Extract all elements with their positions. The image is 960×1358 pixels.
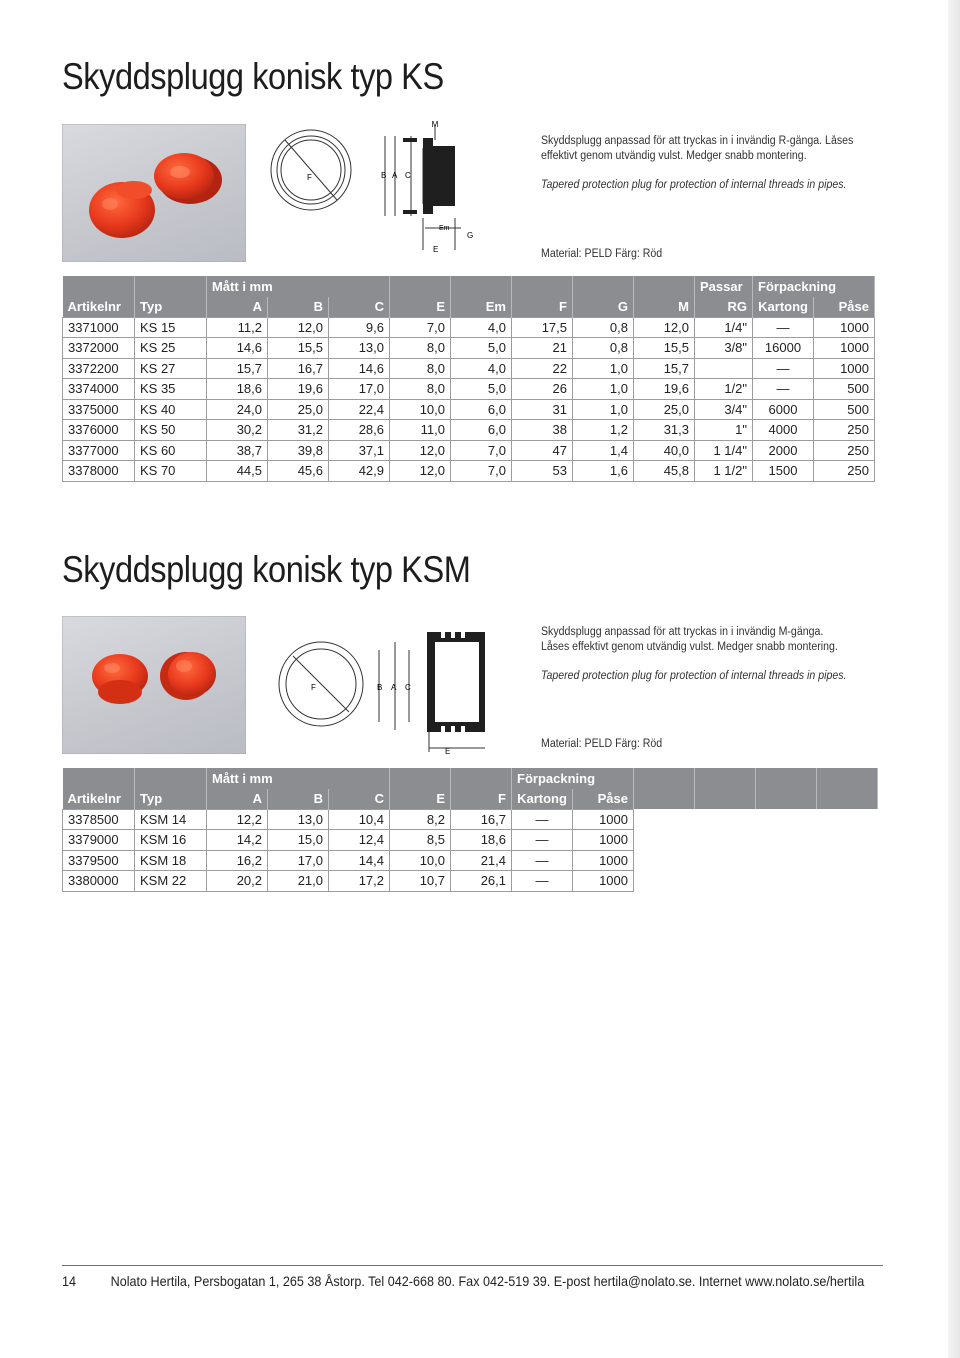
- ks-table-row: [63, 420, 875, 441]
- ks-description: [541, 134, 854, 193]
- ks-technical-drawing: [255, 118, 485, 258]
- ksm-table-row: [63, 830, 878, 851]
- ksm-table-cell: KSM 16: [135, 830, 207, 851]
- ksm-table-cell: 20,2: [207, 871, 268, 892]
- ks-col-header: RG: [695, 297, 753, 318]
- ksm-table-empty-cell: [634, 871, 695, 892]
- ksm-table-cell: 17,2: [329, 871, 390, 892]
- ks-table-cell: 17,5: [512, 317, 573, 338]
- ksm-drawing-label-e: E: [445, 747, 451, 756]
- ksm-table-cell: —: [512, 809, 573, 830]
- ks-table-cell: 38: [512, 420, 573, 441]
- ks-drawing-label-e: E: [433, 245, 439, 254]
- ksm-table-cell: 10,0: [390, 850, 451, 871]
- ks-table-cell: 1,4: [573, 440, 634, 461]
- ksm-table-cell: KSM 22: [135, 871, 207, 892]
- ks-table-row: [63, 379, 875, 400]
- ks-table-cell: 1/4": [695, 317, 753, 338]
- ks-table-cell: 6,0: [451, 399, 512, 420]
- ks-table-cell: 3371000: [63, 317, 135, 338]
- ks-table-cell: 1500: [753, 461, 814, 482]
- ks-table-cell: 4,0: [451, 317, 512, 338]
- ks-product-photo: [62, 124, 246, 262]
- ks-table-row: [63, 440, 875, 461]
- ksm-table-cell: 17,0: [268, 850, 329, 871]
- ks-table-row: [63, 338, 875, 359]
- ks-drawing-label-a: A: [392, 171, 398, 180]
- ks-table-cell: 12,0: [390, 461, 451, 482]
- ks-table-cell: 500: [814, 379, 875, 400]
- ksm-table-column-header: [63, 789, 878, 810]
- ksm-table-cell: 8,5: [390, 830, 451, 851]
- ks-table-cell: KS 50: [135, 420, 207, 441]
- ks-table-cell: 1000: [814, 338, 875, 359]
- ks-table-cell: 1,2: [573, 420, 634, 441]
- ks-table-cell: 16,7: [268, 358, 329, 379]
- ks-table-cell: 8,0: [390, 338, 451, 359]
- ks-drawing-label-m: M: [431, 120, 439, 129]
- footer-contact: Nolato Hertila, Persbogatan 1, 265 38 Åstorp. Tel 042-668 80. Fax 042-519 39. E-post hertila@nolato.se. Internet www.nolato.se/hertila: [110, 1273, 865, 1289]
- ksm-table-cell: 10,4: [329, 809, 390, 830]
- ks-col-header: B: [268, 297, 329, 318]
- ks-table-cell: 17,0: [329, 379, 390, 400]
- ksm-table-empty-cell: [634, 830, 695, 851]
- ks-table-row: [63, 317, 875, 338]
- ks-drawing-label-f: F: [307, 173, 312, 182]
- ks-table-cell: —: [753, 379, 814, 400]
- ksm-table-empty-cell: [695, 830, 756, 851]
- ks-table-cell: KS 40: [135, 399, 207, 420]
- ksm-table-empty-cell: [817, 809, 878, 830]
- ksm-table-empty-cell: [695, 850, 756, 871]
- ksm-table-empty-cell: [756, 830, 817, 851]
- ks-table-cell: 4000: [753, 420, 814, 441]
- ks-table-cell: 250: [814, 461, 875, 482]
- ks-group-passar: Passar: [695, 276, 753, 297]
- ks-table-cell: KS 60: [135, 440, 207, 461]
- ks-table-cell: 25,0: [268, 399, 329, 420]
- ks-table-cell: 2000: [753, 440, 814, 461]
- ksm-table-cell: 21,4: [451, 850, 512, 871]
- ks-table-cell: 1,0: [573, 358, 634, 379]
- ks-table-cell: 15,7: [634, 358, 695, 379]
- ksm-table-body: [63, 809, 878, 891]
- ks-table-cell: 26: [512, 379, 573, 400]
- ksm-table-cell: KSM 18: [135, 850, 207, 871]
- ks-table-cell: 10,0: [390, 399, 451, 420]
- ks-col-header: Påse: [814, 297, 875, 318]
- ks-table-cell: 0,8: [573, 338, 634, 359]
- ks-table-cell: 8,0: [390, 358, 451, 379]
- ks-table-cell: 53: [512, 461, 573, 482]
- ksm-table-group-header: [63, 768, 878, 789]
- ksm-table-cell: 16,7: [451, 809, 512, 830]
- ks-group-matt: Mått i mm: [207, 276, 390, 297]
- ksm-technical-drawing: [255, 618, 485, 758]
- ks-table-cell: 1/2": [695, 379, 753, 400]
- ks-table-cell: 45,8: [634, 461, 695, 482]
- ks-table-cell: 5,0: [451, 338, 512, 359]
- ksm-table-cell: 1000: [573, 830, 634, 851]
- ks-drawing-label-em: Em: [439, 225, 450, 232]
- ks-table-cell: 250: [814, 420, 875, 441]
- ksm-table-cell: 14,4: [329, 850, 390, 871]
- ks-table-cell: 5,0: [451, 379, 512, 400]
- ks-table-cell: 19,6: [268, 379, 329, 400]
- ks-table-cell: 14,6: [329, 358, 390, 379]
- ks-table-cell: 3/8": [695, 338, 753, 359]
- ks-table-group-header: [63, 276, 875, 297]
- ks-drawing-label-g: G: [467, 231, 474, 240]
- ks-table-cell: KS 70: [135, 461, 207, 482]
- ks-table-cell: 3/4": [695, 399, 753, 420]
- ks-table-cell: 37,1: [329, 440, 390, 461]
- ks-col-header: E: [390, 297, 451, 318]
- ks-table-cell: [695, 358, 753, 379]
- ksm-description: [541, 625, 854, 684]
- ks-table-cell: 3375000: [63, 399, 135, 420]
- ksm-table-empty-cell: [817, 830, 878, 851]
- ksm-description-en: Tapered protection plug for protection of internal threads in pipes.: [541, 670, 847, 682]
- ksm-col-header: E: [390, 789, 451, 810]
- ksm-drawing-label-f: F: [311, 683, 316, 692]
- ks-table-cell: 31,2: [268, 420, 329, 441]
- ks-spec-table: [62, 276, 875, 482]
- ks-table-cell: 0,8: [573, 317, 634, 338]
- ks-col-header: Typ: [135, 297, 207, 318]
- ks-table-cell: 47: [512, 440, 573, 461]
- ks-table-row: [63, 358, 875, 379]
- ks-table-cell: 11,2: [207, 317, 268, 338]
- ks-table-cell: 3377000: [63, 440, 135, 461]
- ksm-plug-right: [160, 652, 216, 700]
- ks-col-header: A: [207, 297, 268, 318]
- ks-table-cell: 3378000: [63, 461, 135, 482]
- ksm-plug-illustration: [62, 616, 246, 754]
- ksm-group-forpackning: Förpackning: [512, 768, 634, 789]
- ksm-table-cell: 12,4: [329, 830, 390, 851]
- ks-table-cell: 42,9: [329, 461, 390, 482]
- ks-table-cell: —: [753, 358, 814, 379]
- ks-plug-small: [89, 181, 155, 238]
- ks-description-sv: Skyddsplugg anpassad för att tryckas in i invändig R-gänga. Låses effektivt genom utvändig vulst. Medger snabb montering.: [541, 135, 854, 162]
- ksm-table-cell: 26,1: [451, 871, 512, 892]
- ksm-table-cell: —: [512, 871, 573, 892]
- ks-table-cell: 6000: [753, 399, 814, 420]
- ks-drawing-label-b: B: [381, 171, 387, 180]
- ksm-table-cell: 1000: [573, 809, 634, 830]
- ks-col-header: Artikelnr: [63, 297, 135, 318]
- ks-col-header: M: [634, 297, 695, 318]
- ks-plug-illustration: [62, 124, 246, 262]
- ks-table-cell: 28,6: [329, 420, 390, 441]
- ksm-col-header: Typ: [135, 789, 207, 810]
- ks-group-forpackning: Förpackning: [753, 276, 875, 297]
- ks-table-cell: 1": [695, 420, 753, 441]
- ksm-drawing-label-c: C: [405, 683, 411, 692]
- ks-table-cell: 3374000: [63, 379, 135, 400]
- ks-table-cell: 1,6: [573, 461, 634, 482]
- ks-table-cell: 13,0: [329, 338, 390, 359]
- ksm-table-cell: 14,2: [207, 830, 268, 851]
- ksm-col-header: C: [329, 789, 390, 810]
- ks-table-cell: KS 35: [135, 379, 207, 400]
- ks-table-cell: 14,6: [207, 338, 268, 359]
- ks-col-header: Em: [451, 297, 512, 318]
- ksm-col-header: B: [268, 789, 329, 810]
- ksm-drawing-label-a: A: [391, 683, 397, 692]
- ksm-table-empty-cell: [756, 871, 817, 892]
- ksm-table-empty-cell: [817, 871, 878, 892]
- ksm-group-matt: Mått i mm: [207, 768, 390, 789]
- ks-table-cell: 45,6: [268, 461, 329, 482]
- ks-table-cell: 31: [512, 399, 573, 420]
- ksm-table-cell: 1000: [573, 871, 634, 892]
- ks-table-cell: 30,2: [207, 420, 268, 441]
- ks-table-cell: 7,0: [390, 317, 451, 338]
- ks-table-cell: 15,5: [268, 338, 329, 359]
- ksm-table-row: [63, 850, 878, 871]
- ks-table-cell: 1 1/2": [695, 461, 753, 482]
- ksm-spec-table: [62, 768, 878, 892]
- ks-table-cell: 3376000: [63, 420, 135, 441]
- ks-col-header: F: [512, 297, 573, 318]
- ks-table-cell: 12,0: [634, 317, 695, 338]
- ks-table-cell: 1000: [814, 317, 875, 338]
- ks-col-header: G: [573, 297, 634, 318]
- ks-table-column-header: [63, 297, 875, 318]
- ksm-table-row: [63, 871, 878, 892]
- ksm-description-sv: Skyddsplugg anpassad för att tryckas in i invändig M-gänga. Låses effektivt genom utvändig vulst. Medger snabb montering.: [541, 626, 838, 653]
- ksm-table-cell: 3379500: [63, 850, 135, 871]
- ks-table-cell: 15,5: [634, 338, 695, 359]
- ks-col-header: Kartong: [753, 297, 814, 318]
- ks-table-cell: 39,8: [268, 440, 329, 461]
- ks-table-cell: 1 1/4": [695, 440, 753, 461]
- ks-description-en: Tapered protection plug for protection of internal threads in pipes.: [541, 179, 847, 191]
- page-number: 14: [62, 1273, 77, 1289]
- ks-table-cell: —: [753, 317, 814, 338]
- ks-table-cell: 38,7: [207, 440, 268, 461]
- ksm-table-cell: —: [512, 830, 573, 851]
- ks-table-cell: 11,0: [390, 420, 451, 441]
- ksm-dimension-drawing: [255, 618, 485, 758]
- ks-table-cell: 12,0: [390, 440, 451, 461]
- ks-drawing-label-c: C: [405, 171, 411, 180]
- ks-table-cell: 15,7: [207, 358, 268, 379]
- ksm-table-cell: 8,2: [390, 809, 451, 830]
- ks-table-cell: 500: [814, 399, 875, 420]
- ksm-drawing-label-b: B: [377, 683, 383, 692]
- ks-table-row: [63, 461, 875, 482]
- ksm-table-cell: 18,6: [451, 830, 512, 851]
- ksm-table-cell: 3378500: [63, 809, 135, 830]
- ksm-table-empty-cell: [634, 809, 695, 830]
- ksm-table-row: [63, 809, 878, 830]
- ksm-table-cell: —: [512, 850, 573, 871]
- ksm-col-header: Artikelnr: [63, 789, 135, 810]
- ksm-plug-left: [92, 654, 148, 704]
- ksm-table-cell: KSM 14: [135, 809, 207, 830]
- ksm-table-cell: 1000: [573, 850, 634, 871]
- ksm-table-cell: 21,0: [268, 871, 329, 892]
- ks-table-cell: 7,0: [451, 440, 512, 461]
- ksm-table-cell: 3380000: [63, 871, 135, 892]
- ks-table-cell: 25,0: [634, 399, 695, 420]
- ks-table-cell: 3372000: [63, 338, 135, 359]
- ksm-col-header: Påse: [573, 789, 634, 810]
- ks-table-cell: KS 15: [135, 317, 207, 338]
- ks-table-cell: 12,0: [268, 317, 329, 338]
- ks-table-cell: 7,0: [451, 461, 512, 482]
- ks-table-cell: 250: [814, 440, 875, 461]
- ks-col-header: C: [329, 297, 390, 318]
- ks-table-cell: 22: [512, 358, 573, 379]
- ks-table-row: [63, 399, 875, 420]
- ks-table-cell: KS 25: [135, 338, 207, 359]
- ksm-table-cell: 13,0: [268, 809, 329, 830]
- ksm-table-cell: 3379000: [63, 830, 135, 851]
- ks-table-cell: KS 27: [135, 358, 207, 379]
- ksm-table-cell: 10,7: [390, 871, 451, 892]
- ks-plug-large: [154, 153, 222, 204]
- ks-table-cell: 22,4: [329, 399, 390, 420]
- ks-table-cell: 6,0: [451, 420, 512, 441]
- ks-table-cell: 1,0: [573, 379, 634, 400]
- ks-dimension-drawing: [255, 118, 485, 258]
- ks-table-cell: 44,5: [207, 461, 268, 482]
- ks-table-cell: 1000: [814, 358, 875, 379]
- ks-table-cell: 18,6: [207, 379, 268, 400]
- ksm-material: Material: PELD Färg: Röd: [541, 738, 663, 750]
- ks-table-cell: 21: [512, 338, 573, 359]
- ksm-table-empty-cell: [817, 850, 878, 871]
- ksm-table-empty-cell: [695, 871, 756, 892]
- ksm-table-empty-cell: [634, 850, 695, 871]
- ksm-product-photo: [62, 616, 246, 754]
- ks-table-cell: 4,0: [451, 358, 512, 379]
- ks-table-cell: 31,3: [634, 420, 695, 441]
- ks-table-cell: 19,6: [634, 379, 695, 400]
- page-edge-shadow: [948, 0, 960, 1358]
- ks-table-body: [63, 317, 875, 481]
- ksm-table-cell: 16,2: [207, 850, 268, 871]
- ksm-col-header: F: [451, 789, 512, 810]
- ksm-col-header: A: [207, 789, 268, 810]
- ks-table-cell: 16000: [753, 338, 814, 359]
- ksm-section-title: Skyddsplugg konisk typ KSM: [62, 549, 471, 590]
- ksm-table-cell: 15,0: [268, 830, 329, 851]
- ks-table-cell: 9,6: [329, 317, 390, 338]
- ks-material: Material: PELD Färg: Röd: [541, 248, 663, 260]
- ks-table-cell: 3372200: [63, 358, 135, 379]
- ks-table-cell: 40,0: [634, 440, 695, 461]
- ksm-table-cell: 12,2: [207, 809, 268, 830]
- ksm-table-empty-cell: [695, 809, 756, 830]
- ksm-col-header: Kartong: [512, 789, 573, 810]
- ksm-table-empty-cell: [756, 850, 817, 871]
- ks-table-cell: 1,0: [573, 399, 634, 420]
- page-footer: [62, 1273, 865, 1289]
- footer-rule: [62, 1265, 883, 1266]
- ks-section-title: Skyddsplugg konisk typ KS: [62, 56, 444, 97]
- ks-table-cell: 24,0: [207, 399, 268, 420]
- ks-table-cell: 8,0: [390, 379, 451, 400]
- ksm-table-empty-cell: [756, 809, 817, 830]
